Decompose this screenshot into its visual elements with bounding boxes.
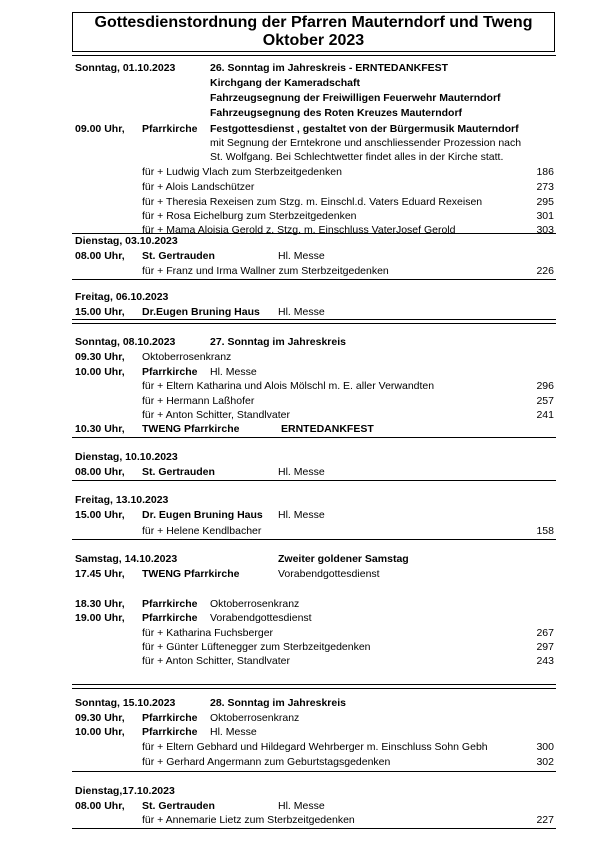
divider bbox=[72, 828, 556, 829]
intention: für + Franz und Irma Wallner zum Sterbzeitgedenken bbox=[142, 265, 389, 277]
time: 15.00 Uhr, bbox=[75, 306, 125, 318]
time: 17.45 Uhr, bbox=[75, 568, 125, 580]
place: Pfarrkirche bbox=[142, 612, 198, 624]
intention-number: 297 bbox=[536, 641, 554, 653]
event-title: Hl. Messe bbox=[278, 800, 325, 812]
intention: für + Annemarie Lietz zum Sterbzeitgedenken bbox=[142, 814, 355, 826]
place: Pfarrkirche bbox=[142, 726, 198, 738]
event-title: Hl. Messe bbox=[278, 509, 325, 521]
time: 10.00 Uhr, bbox=[75, 726, 125, 738]
event-title: ERNTEDANKFEST bbox=[281, 423, 374, 435]
time: 10.30 Uhr, bbox=[75, 423, 125, 435]
intention: für + Helene Kendlbacher bbox=[142, 525, 262, 537]
time: 08.00 Uhr, bbox=[75, 466, 125, 478]
time: 08.00 Uhr, bbox=[75, 800, 125, 812]
place: Pfarrkirche bbox=[142, 123, 198, 135]
intention: für + Günter Lüftenegger zum Sterbzeitgedenken bbox=[142, 641, 371, 653]
date-heading: Dienstag,17.10.2023 bbox=[75, 785, 175, 797]
place: Pfarrkirche bbox=[142, 598, 198, 610]
time: 18.30 Uhr, bbox=[75, 598, 125, 610]
event-title: Oktoberrosenkranz bbox=[142, 351, 232, 363]
event-title: Hl. Messe bbox=[210, 366, 257, 378]
event-line: mit Segnung der Erntekrone und anschliessender Prozession nach bbox=[210, 137, 522, 149]
intention-number: 303 bbox=[536, 224, 554, 236]
place: Pfarrkirche bbox=[142, 366, 198, 378]
event-line: St. Wolfgang. Bei Schlechtwetter findet alles in der Kirche statt. bbox=[210, 151, 504, 163]
intention-number: 243 bbox=[536, 655, 554, 667]
intention: für + Mama Aloisia Gerold z. Stzg. m. Einschluss VaterJosef Gerold bbox=[142, 224, 456, 236]
intention-number: 257 bbox=[536, 395, 554, 407]
place: Pfarrkirche bbox=[142, 712, 198, 724]
divider bbox=[72, 279, 556, 280]
intention-number: 302 bbox=[536, 756, 554, 768]
event-title: Zweiter goldener Samstag bbox=[278, 553, 409, 565]
double-divider bbox=[72, 319, 556, 324]
intention-number: 226 bbox=[536, 265, 554, 277]
event-title: Oktoberrosenkranz bbox=[210, 598, 300, 610]
intention: für + Eltern Katharina und Alois Mölschl m. E. aller Verwandten bbox=[142, 380, 435, 392]
place: Dr.Eugen Bruning Haus bbox=[142, 306, 260, 318]
event-title: Hl. Messe bbox=[278, 250, 325, 262]
intention: für + Eltern Gebhard und Hildegard Wehrberger m. Einschluss Sohn Gebh bbox=[142, 741, 488, 753]
intention-number: 227 bbox=[536, 814, 554, 826]
event-title: 26. Sonntag im Jahreskreis - ERNTEDANKFEST bbox=[210, 62, 449, 74]
date-heading: Samstag, 14.10.2023 bbox=[75, 553, 178, 565]
intention: für + Rosa Eichelburg zum Sterbzeitgedenken bbox=[142, 210, 357, 222]
divider bbox=[72, 480, 556, 481]
intention: für + Ludwig Vlach zum Sterbzeitgedenken bbox=[142, 166, 342, 178]
divider bbox=[72, 233, 556, 234]
intention-number: 158 bbox=[536, 525, 554, 537]
place: St. Gertrauden bbox=[142, 250, 215, 262]
place: TWENG Pfarrkirche bbox=[142, 568, 240, 580]
intention-number: 301 bbox=[536, 210, 554, 222]
date-heading: Dienstag, 03.10.2023 bbox=[75, 235, 178, 247]
place: St. Gertrauden bbox=[142, 800, 215, 812]
event-title: Hl. Messe bbox=[278, 306, 325, 318]
time: 09.30 Uhr, bbox=[75, 351, 125, 363]
intention-number: 296 bbox=[536, 380, 554, 392]
intention: für + Hermann Laßhofer bbox=[142, 395, 255, 407]
time: 10.00 Uhr, bbox=[75, 366, 125, 378]
intention: für + Alois Landschützer bbox=[142, 181, 255, 193]
divider bbox=[72, 437, 556, 438]
double-divider bbox=[72, 684, 556, 689]
event-title: Oktoberrosenkranz bbox=[210, 712, 300, 724]
place: Dr. Eugen Bruning Haus bbox=[142, 509, 263, 521]
event-title: Vorabendgottesdienst bbox=[278, 568, 380, 580]
event-line: Kirchgang der Kameradschaft bbox=[210, 77, 360, 89]
date-heading: Dienstag, 10.10.2023 bbox=[75, 451, 178, 463]
event-title: Hl. Messe bbox=[278, 466, 325, 478]
date-heading: Sonntag, 01.10.2023 bbox=[75, 62, 176, 74]
date-heading: Sonntag, 15.10.2023 bbox=[75, 697, 176, 709]
place: TWENG Pfarrkirche bbox=[142, 423, 240, 435]
intention: für + Katharina Fuchsberger bbox=[142, 627, 274, 639]
event-line: Fahrzeugsegnung des Roten Kreuzes Mauterndorf bbox=[210, 107, 463, 119]
intention: für + Gerhard Angermann zum Geburtstagsgedenken bbox=[142, 756, 391, 768]
time: 15.00 Uhr, bbox=[75, 509, 125, 521]
event-title: Vorabendgottesdienst bbox=[210, 612, 312, 624]
intention: für + Anton Schitter, Standlvater bbox=[142, 655, 290, 667]
title-line-2: Oktober 2023 bbox=[262, 32, 365, 49]
divider bbox=[72, 55, 556, 56]
document-title bbox=[72, 12, 555, 52]
event-title: 28. Sonntag im Jahreskreis bbox=[210, 697, 346, 709]
date-heading: Freitag, 13.10.2023 bbox=[75, 494, 169, 506]
time: 09.30 Uhr, bbox=[75, 712, 125, 724]
time: 08.00 Uhr, bbox=[75, 250, 125, 262]
intention: für + Theresia Rexeisen zum Stzg. m. Einschl.d. Vaters Eduard Rexeisen bbox=[142, 196, 483, 208]
intention-number: 186 bbox=[536, 166, 554, 178]
intention: für + Anton Schitter, Standlvater bbox=[142, 409, 290, 421]
time: 19.00 Uhr, bbox=[75, 612, 125, 624]
intention-number: 267 bbox=[536, 627, 554, 639]
date-heading: Freitag, 06.10.2023 bbox=[75, 291, 169, 303]
event-title: Hl. Messe bbox=[210, 726, 257, 738]
intention-number: 273 bbox=[536, 181, 554, 193]
intention-number: 241 bbox=[536, 409, 554, 421]
place: St. Gertrauden bbox=[142, 466, 215, 478]
event-title: 27. Sonntag im Jahreskreis bbox=[210, 336, 346, 348]
title-line-1: Gottesdienstordnung der Pfarren Mauterndorf und Tweng bbox=[94, 14, 533, 31]
event-title: Festgottesdienst , gestaltet von der Bürgermusik Mauterndorf bbox=[210, 123, 519, 135]
time: 09.00 Uhr, bbox=[75, 123, 125, 135]
divider bbox=[72, 771, 556, 772]
event-line: Fahrzeugsegnung der Freiwilligen Feuerwehr Mauterndorf bbox=[210, 92, 501, 104]
divider bbox=[72, 539, 556, 540]
intention-number: 295 bbox=[536, 196, 554, 208]
date-heading: Sonntag, 08.10.2023 bbox=[75, 336, 176, 348]
intention-number: 300 bbox=[536, 741, 554, 753]
